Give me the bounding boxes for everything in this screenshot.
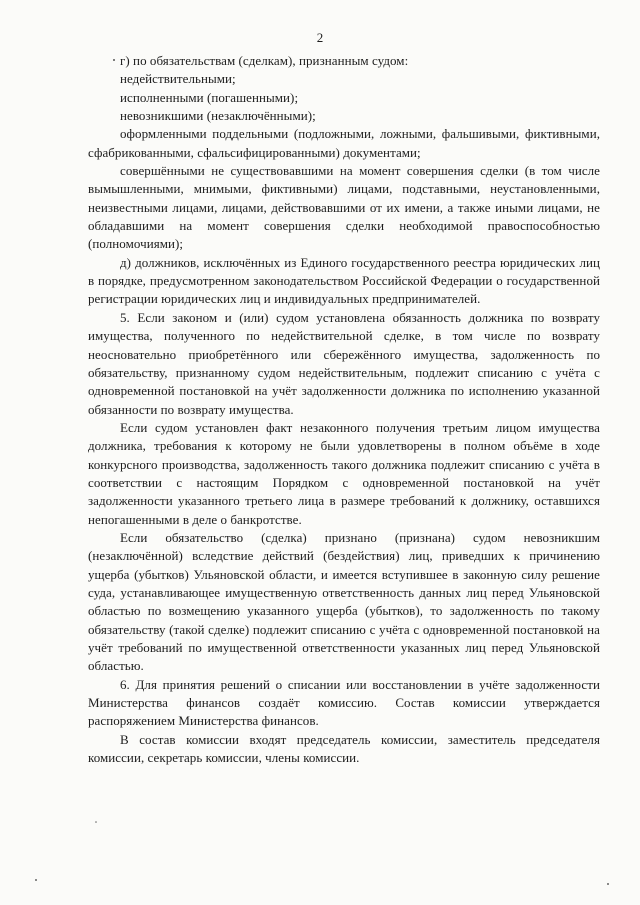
paragraph-6: 6. Для принятия решений о списании или восстановлении в учёте задолженности Министерства финансов создаёт комиссию. Состав комиссии утверждается распоряжением Министерства финансов. bbox=[88, 676, 600, 729]
paragraph-item-g: г) по обязательствам (сделкам), признанным судом: bbox=[120, 53, 409, 68]
paragraph-5: 5. Если законом и (или) судом установлена обязанность должника по возврату имущества, полученного по недействительной сделке, в том числе по возврату неосновательно приобретённого или сбережённого имущества, задолженность по обязательству, признанному судом недействительным, подлежит списанию с учёта с одновременной постановкой на учёт задолженности должника по исполнению указанной обязанности по возврату имущества. bbox=[88, 309, 600, 417]
list-item-forged-documents: оформленными поддельными (подложными, ложными, фальшивыми, фиктивными, сфабрикованными, сфальсифицированными) документами; bbox=[88, 126, 600, 160]
paragraph-third-party: Если судом установлен факт незаконного получения третьим лицом имущества должника, требования к которому не были удовлетворены в полном объёме в ходе конкурсного производства, задолженность такого должника подлежит списанию с учёта в соответствии с настоящим Порядком с одновременной постановкой на учёт задолженности указанного третьего лица в размере требований к должнику, оставшихся непогашенными в деле о банкротстве. bbox=[88, 419, 600, 527]
paragraph-item-d: д) должников, исключённых из Единого государственного реестра юридических лиц в порядке, предусмотренном законодательством Российской Федерации о государственной регистрации юридических лиц и индивидуальных предпринимателей. bbox=[88, 254, 600, 307]
paragraph-commission-composition: В состав комиссии входят председатель комиссии, заместитель председателя комиссии, секретарь комиссии, члены комиссии. bbox=[88, 731, 600, 766]
list-item-nonexistent-persons: совершёнными не существовавшими на момент совершения сделки (в том числе вымышленными, мнимыми, фиктивными) лицами, подставными, неустановленными, неизвестными лицами, лицами, действовавшими от их имени, а также иными лицами, не обладавшими на момент совершения сделки необходимой правоспособностью (полномочиями); bbox=[88, 163, 600, 252]
page-number: 2 bbox=[316, 30, 324, 45]
list-item-executed: исполненными (погашенными); bbox=[120, 89, 299, 105]
paragraph-obligation-not-arisen: Если обязательство (сделка) признано (признана) судом невозникшим (незаключённой) вследствие действий (бездействия) лиц, приведших к причинению ущерба (убытков) Ульяновской области, и имеется вступившее в законную силу решение суда, устанавливающее имущественную ответственность данных лиц перед Ульяновской областью по возмещению указанного ущерба (убытков), то задолженность по такому обязательству (такой сделке) подлежит списанию с учёта с одновременной постановкой на учёт требований по имущественной ответственности указанных лиц перед Ульяновской областью. bbox=[88, 529, 600, 674]
list-item-not-arisen: невозникшими (незаключёнными); bbox=[120, 108, 316, 124]
list-item-invalid: недействительными; bbox=[120, 71, 236, 87]
